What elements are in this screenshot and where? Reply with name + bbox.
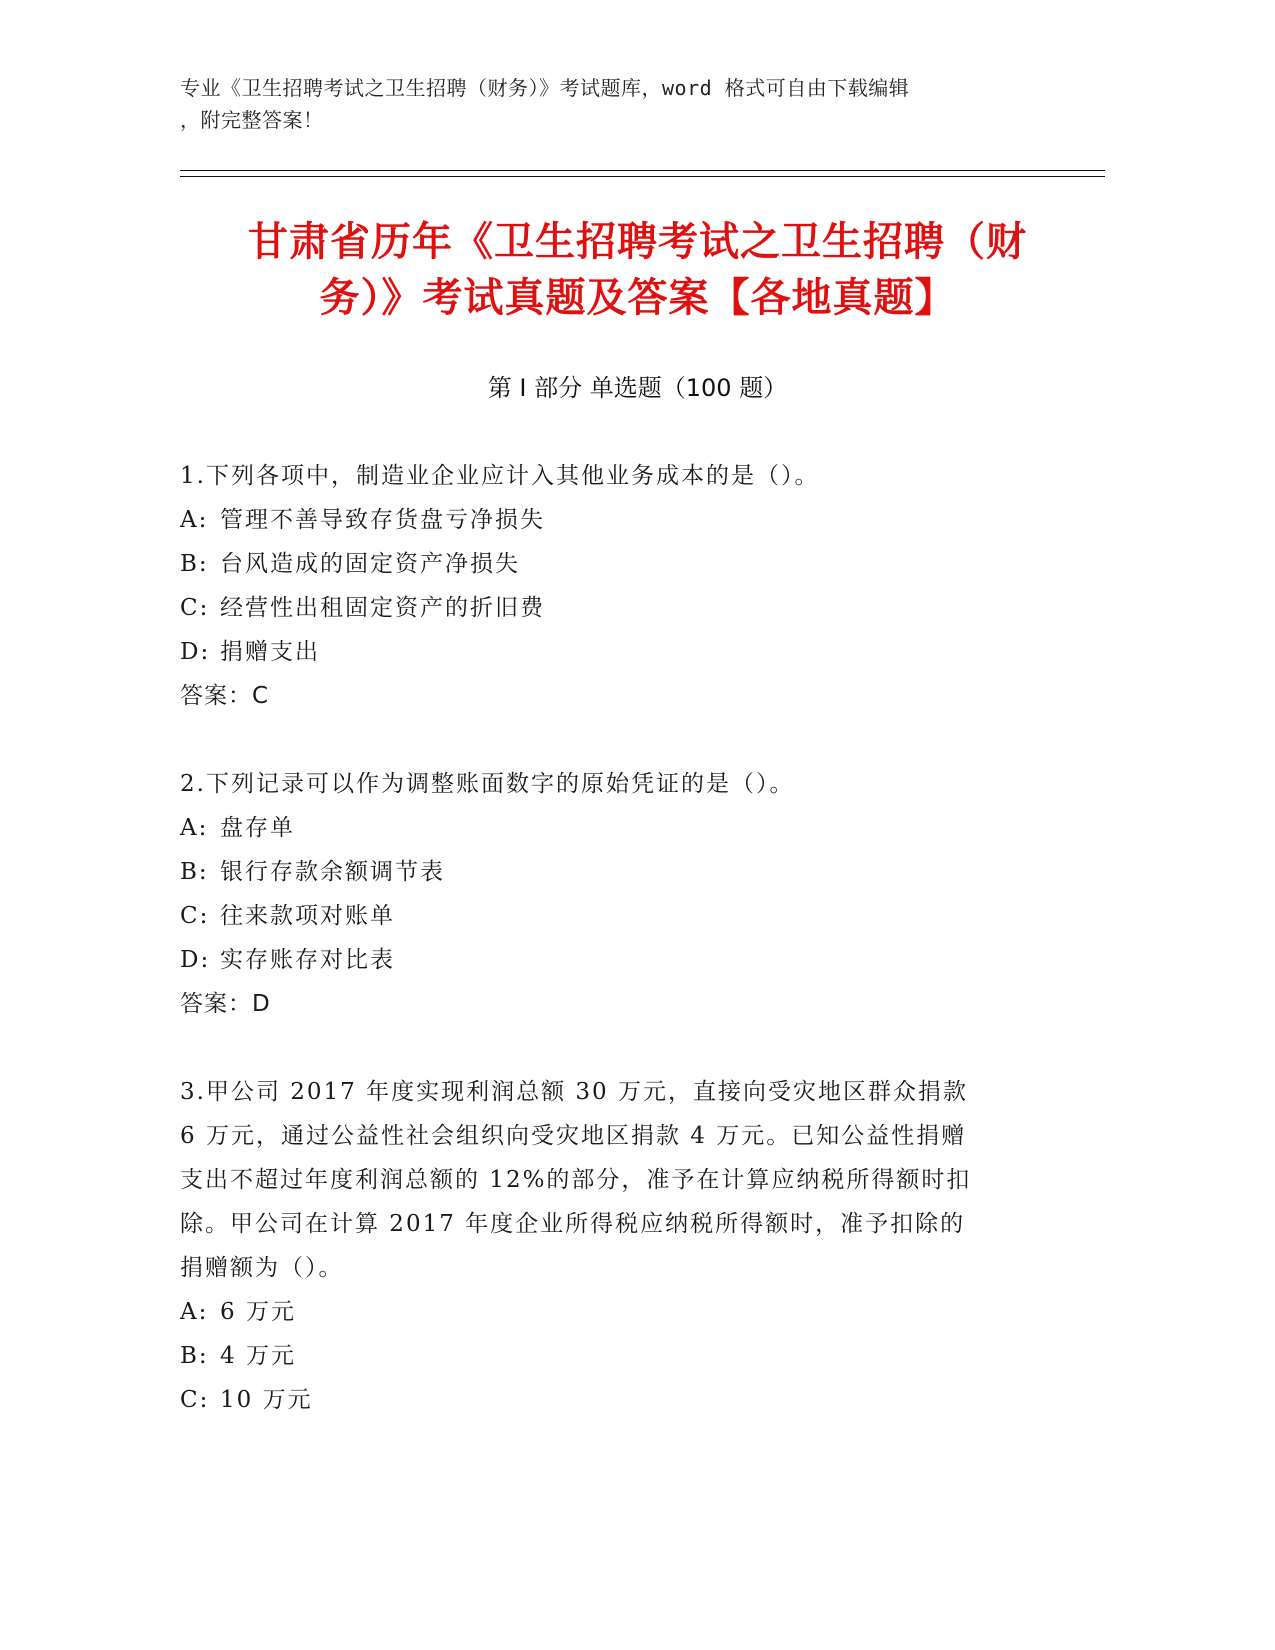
question-1 — [180, 454, 1040, 718]
question-stem: 1.下列各项中，制造业企业应计入其他业务成本的是（）。 — [180, 463, 820, 489]
header-note-line-1: 专业《卫生招聘考试之卫生招聘（财务）》考试题库，word 格式可自由下载编辑 — [180, 76, 910, 100]
section-heading: 第 I 部分 单选题（100 题） — [487, 374, 788, 402]
option-letter: B: — [180, 551, 209, 577]
option-d — [180, 630, 1040, 674]
question-stem-line: 捐赠额为（）。 — [180, 1255, 344, 1281]
option-text: 捐赠支出 — [220, 639, 320, 665]
option-text: 台风造成的固定资产净损失 — [220, 551, 520, 577]
option-text: 实存账存对比表 — [220, 947, 395, 973]
option-text: 经营性出租固定资产的折旧费 — [220, 595, 545, 621]
option-text: 往来款项对账单 — [220, 903, 395, 929]
option-b — [180, 542, 1040, 586]
option-letter: C: — [180, 903, 210, 929]
answer-line: 答案：C — [180, 683, 270, 709]
question-stem: 2.下列记录可以作为调整账面数字的原始凭证的是（）。 — [180, 771, 795, 797]
option-c — [180, 1378, 1040, 1422]
option-letter: A: — [180, 815, 209, 841]
option-letter: C: — [180, 1387, 210, 1413]
question-3 — [180, 1070, 1040, 1422]
option-d — [180, 938, 1040, 982]
header-divider-top — [180, 170, 1105, 171]
answer-line: 答案：D — [180, 991, 271, 1017]
option-c — [180, 586, 1040, 630]
option-text: 银行存款余额调节表 — [220, 859, 445, 885]
option-text: 10 万元 — [220, 1387, 313, 1413]
document-title-line-2: 务）》考试真题及答案【各地真题】 — [319, 275, 956, 321]
option-text: 6 万元 — [220, 1299, 296, 1325]
option-text: 管理不善导致存货盘亏净损失 — [220, 507, 545, 533]
question-stem-line: 支出不超过年度利润总额的 12%的部分，准予在计算应纳税所得额时扣 — [180, 1167, 972, 1193]
option-letter: B: — [180, 1343, 209, 1369]
option-letter: A: — [180, 1299, 209, 1325]
option-text: 4 万元 — [220, 1343, 296, 1369]
option-letter: D: — [180, 639, 211, 665]
option-letter: B: — [180, 859, 209, 885]
option-a — [180, 806, 1040, 850]
option-letter: D: — [180, 947, 211, 973]
option-a — [180, 498, 1040, 542]
header-note — [180, 72, 1040, 136]
header-note-line-2: ，附完整答案！ — [180, 108, 324, 132]
option-b — [180, 850, 1040, 894]
question-2 — [180, 762, 1040, 1026]
question-list — [180, 454, 1040, 1466]
question-stem-line: 除。甲公司在计算 2017 年度企业所得税应纳税所得额时，准予扣除的 — [180, 1211, 966, 1237]
option-a — [180, 1290, 1040, 1334]
option-b — [180, 1334, 1040, 1378]
question-stem-line: 3.甲公司 2017 年度实现利润总额 30 万元，直接向受灾地区群众捐款 — [180, 1079, 968, 1105]
document-title-line-1: 甘肃省历年《卫生招聘考试之卫生招聘（财 — [248, 219, 1027, 265]
header-divider-bottom — [180, 176, 1105, 177]
document-title — [150, 214, 1125, 326]
option-c — [180, 894, 1040, 938]
question-stem-line: 6 万元，通过公益性社会组织向受灾地区捐款 4 万元。已知公益性捐赠 — [180, 1123, 967, 1149]
option-letter: C: — [180, 595, 210, 621]
option-text: 盘存单 — [220, 815, 295, 841]
option-letter: A: — [180, 507, 209, 533]
